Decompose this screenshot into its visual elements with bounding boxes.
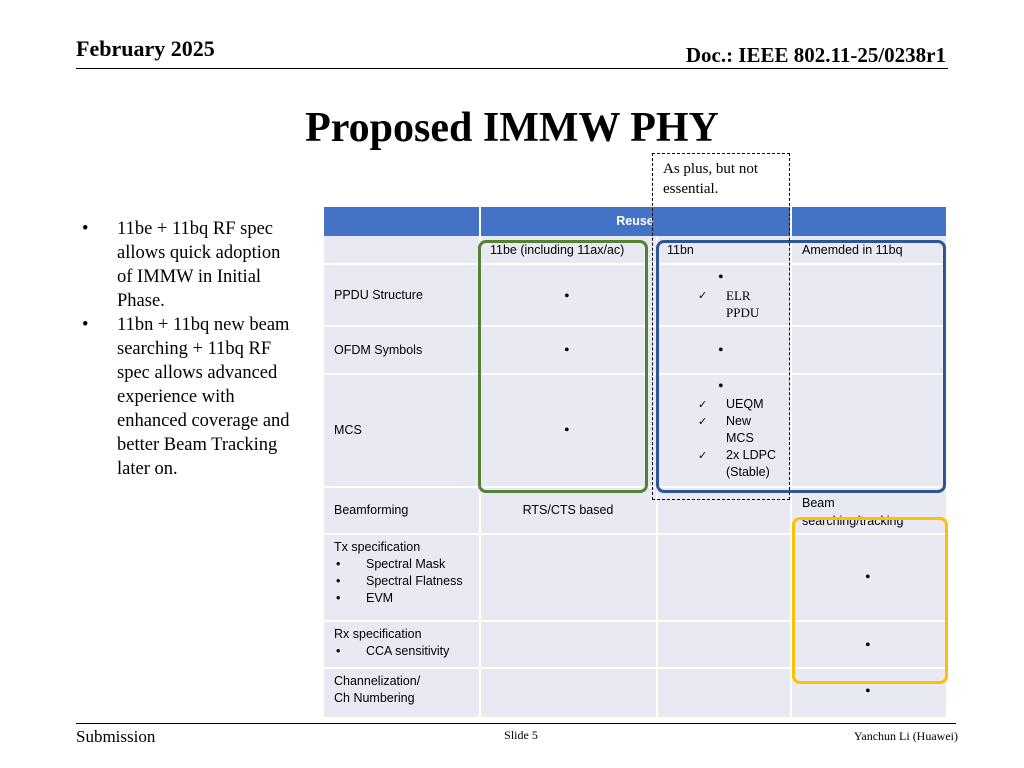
bullet-item: • 11be + 11bq RF spec allows quick adoption of IMMW in Initial Phase. <box>82 219 281 311</box>
rx-11bq-mark: • <box>865 637 871 654</box>
footer-author: Yanchun Li (Huawei) <box>853 729 958 743</box>
ch-11bq-mark: • <box>865 683 871 700</box>
header-divider <box>76 68 948 69</box>
plus-note-line1: As plus, but not <box>663 161 759 177</box>
check-text: ELR PPDU <box>726 288 760 320</box>
bf-11be-value: RTS/CTS based <box>522 503 614 517</box>
col-header-11bq: Amemded in 11bq <box>802 243 903 257</box>
highlight-box-11be <box>478 240 648 493</box>
check-text: New MCS <box>726 414 754 445</box>
check-icon: ✓ <box>698 398 708 411</box>
tx-spec-sub-text: Spectral Mask <box>366 557 446 571</box>
channelization-line1: Channelization/ <box>334 674 421 688</box>
bullet-text: 11bn + 11bq new beam searching + 11bq RF spec allows advanced experience with enhanced coverage and better Beam Tracking later on. <box>117 315 290 479</box>
row-label-rx-spec <box>334 626 479 660</box>
tx-spec-sub: • Spectral Mask <box>336 557 446 571</box>
header-date: February 2025 <box>76 36 215 61</box>
footer-submission: Submission <box>76 727 156 746</box>
grid-line <box>479 207 481 236</box>
ppdu-11be-mark: • <box>564 288 570 305</box>
table-header-reuse: Reuse <box>616 214 654 228</box>
mcs-11bn-mark: • <box>718 378 724 395</box>
tx-11bq-mark: • <box>865 569 871 586</box>
col-header-11be: 11be (including 11ax/ac) <box>490 243 625 257</box>
mcs-11be-mark: • <box>564 422 570 439</box>
slide-title: Proposed IMMW PHY <box>305 105 719 151</box>
tx-spec-sub-text: Spectral Flatness <box>366 574 463 588</box>
col-header-11bn: 11bn <box>667 243 694 257</box>
check-icon: ✓ <box>698 415 708 428</box>
tx-spec-sub: • Spectral Flatness <box>336 574 463 588</box>
check-icon: ✓ <box>698 289 708 302</box>
rx-spec-title: Rx specification <box>334 627 422 641</box>
bullet-text: 11be + 11bq RF spec allows quick adoption of IMMW in Initial Phase. <box>117 219 281 311</box>
ofdm-11be-mark: • <box>564 342 570 359</box>
row-label-ppdu: PPDU Structure <box>334 288 423 302</box>
tx-spec-sub-text: EVM <box>366 591 394 605</box>
tx-spec-title: Tx specification <box>334 540 421 554</box>
grid-line <box>790 207 792 236</box>
rx-spec-sub-text: CCA sensitivity <box>366 644 450 658</box>
table-header-row <box>324 207 946 236</box>
check-text: 2x LDPC (Stable) <box>726 448 777 479</box>
footer-divider <box>76 723 956 724</box>
rx-spec-sub: • CCA sensitivity <box>336 644 450 658</box>
tx-spec-sub: • EVM <box>336 591 394 605</box>
row-label-ofdm: OFDM Symbols <box>334 343 423 357</box>
row-label-mcs: MCS <box>334 423 362 437</box>
bullet-list <box>82 217 292 481</box>
row-label-channelization <box>334 673 420 707</box>
header-doc-id: Doc.: IEEE 802.11-25/0238r1 <box>685 43 946 67</box>
highlight-box-rf-spec <box>792 517 948 684</box>
ppdu-11bn-mark: • <box>718 269 724 286</box>
bullet-item: • 11bn + 11bq new beam searching + 11bq RF spec allows advanced experience with enhanced coverage and better Beam Tracking later on. <box>82 315 290 479</box>
row-label-tx-spec <box>334 539 479 607</box>
dashed-plus-box <box>652 153 790 500</box>
check-icon: ✓ <box>698 449 708 462</box>
row-label-beamforming: Beamforming <box>334 503 409 517</box>
plus-note-line2: essential. <box>663 181 719 197</box>
footer-slide-number: Slide 5 <box>504 728 538 742</box>
ofdm-11bn-mark: • <box>718 342 724 359</box>
bf-11bq-value: Beam searching/tracking <box>802 496 904 528</box>
channelization-line2: Ch Numbering <box>334 691 415 705</box>
check-text: UEQM <box>726 397 764 411</box>
